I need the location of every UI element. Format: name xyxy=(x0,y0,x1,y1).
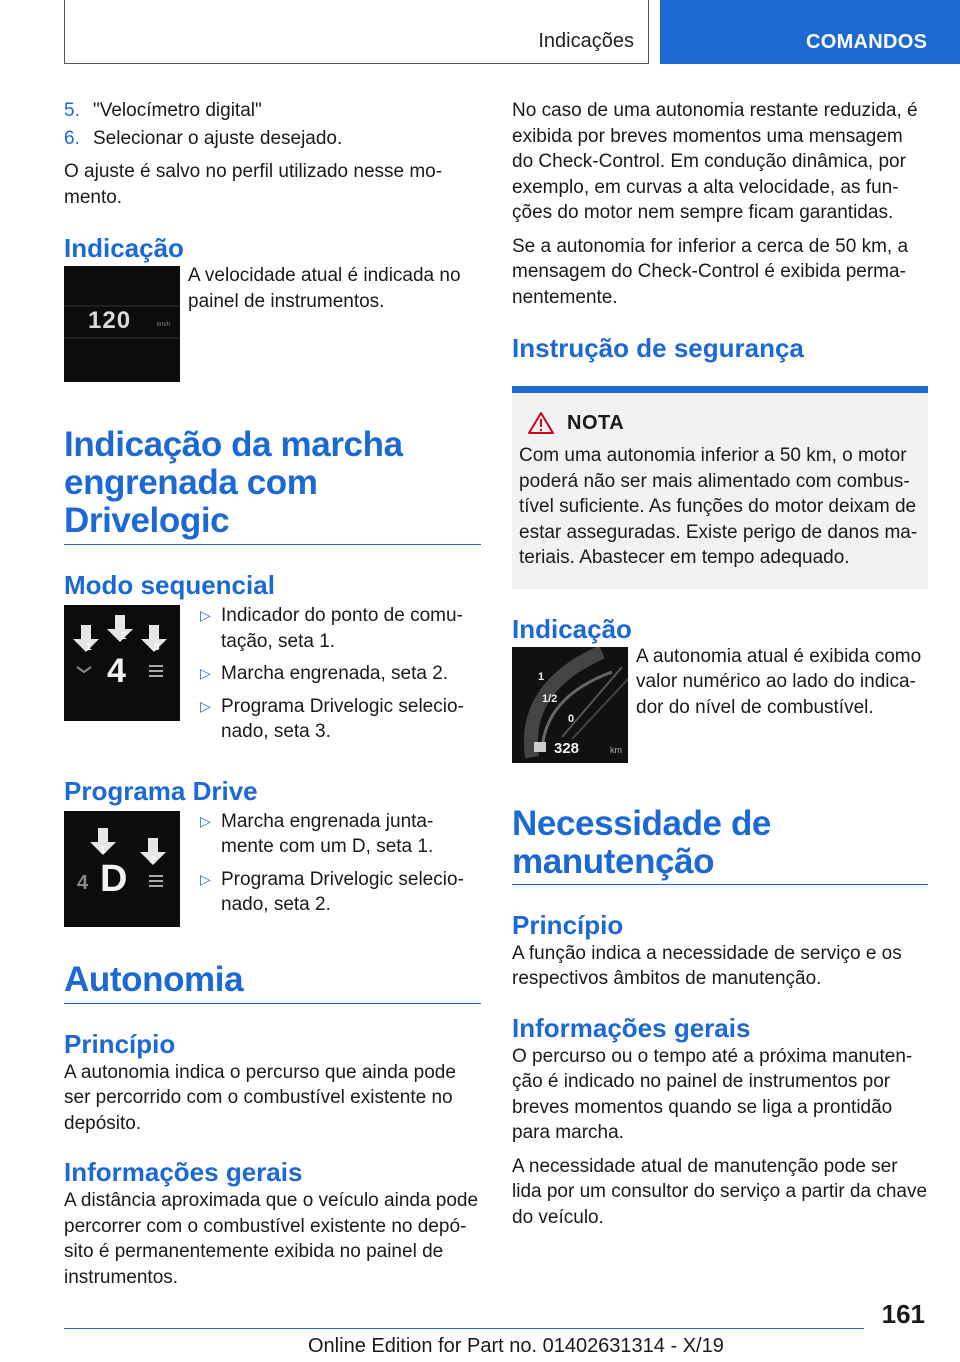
svg-text:4: 4 xyxy=(77,871,89,894)
principio-heading: Princípio xyxy=(64,1028,176,1059)
autonomia-heading: Autonomia xyxy=(64,961,481,1004)
low-range-paragraph: No caso de uma autonomia restante reduzida, é exibida por breves momentos uma mensagem do Check-Control. Em condução dinâmica, por exemplo, em curvas a alta velocidade, as fun‐ ções do motor nem sempre ficam garantidas. xyxy=(512,100,918,223)
section-title: Indicações xyxy=(538,30,634,52)
modo-heading: Modo sequencial xyxy=(64,570,275,600)
saved-note: O ajuste é salvo no perfil utilizado nesse mo‐ mento. xyxy=(64,161,443,208)
indicacao-right-heading: Indicação xyxy=(512,613,632,644)
step-5 xyxy=(64,98,481,124)
speed-value: 120 xyxy=(88,307,132,334)
svg-text:1/2: 1/2 xyxy=(542,692,558,705)
bullet-item: ▷ Marcha engrenada, seta 2. xyxy=(188,661,481,687)
indicacao-text: A velocidade atual é indicada no painel de instrumentos. xyxy=(188,265,461,312)
footer-rule xyxy=(64,1328,864,1329)
principio-right-heading: Princípio xyxy=(512,909,624,940)
bullet-item: ▷ Indicador do ponto de comu‐ tação, seta 1. xyxy=(188,603,481,654)
modo-bullets xyxy=(188,603,481,752)
bullet-item: ▷ Marcha engrenada junta‐ mente com um D, seta 1. xyxy=(188,809,481,860)
range-display-block xyxy=(512,647,928,763)
drive-program-image xyxy=(64,811,180,927)
svg-text:1: 1 xyxy=(100,844,106,856)
step-6 xyxy=(64,126,481,152)
triangle-icon: ▷ xyxy=(200,812,211,829)
triangle-icon: ▷ xyxy=(200,870,211,887)
triangle-icon: ▷ xyxy=(200,665,211,681)
bullet-item: ▷ Programa Drivelogic selecio‐ nado, seta 2. xyxy=(188,867,481,918)
principio-text: A autonomia indica o percurso que ainda pode ser percorrido com o combustível existente no depósito. xyxy=(64,1061,456,1134)
gear-display-graphic xyxy=(64,605,180,721)
below-50km-paragraph: Se a autonomia for inferior a cerca de 50 km, a mensagem do Check-Control é exibida perma‐ nentemente. xyxy=(512,235,909,308)
section-tab xyxy=(64,0,649,64)
range-unit: km xyxy=(610,744,622,755)
speed-display-block xyxy=(64,266,481,382)
fuel-gauge-graphic xyxy=(512,647,628,763)
fuel-gauge-image xyxy=(512,647,628,763)
note-text: Com uma autonomia inferior a 50 km, o motor poderá não ser mais alimentado com combus‐ tível suficiente. As funções do motor deixam de estar asseguradas. Existe perigo de danos ma‐ teriais. Abastecer em tempo adequado. xyxy=(519,445,918,568)
info-right-heading: Informações gerais xyxy=(512,1012,751,1043)
gear-value: 4 xyxy=(107,652,126,690)
note-box xyxy=(512,386,928,589)
svg-text:2: 2 xyxy=(150,854,156,866)
drive-display-graphic xyxy=(64,811,180,927)
step-number: 5. xyxy=(64,100,80,121)
principio-right-text: A função indica a necessidade de serviço e os respectivos âmbitos de manutenção. xyxy=(512,942,902,989)
speedometer-graphic xyxy=(64,266,180,382)
triangle-icon: ▷ xyxy=(200,697,211,714)
range-text: A autonomia atual é exibida como valor numérico ao lado do indica‐ dor do nível de combustível. xyxy=(636,645,922,718)
manutencao-heading: Necessidade de manutenção xyxy=(512,805,928,885)
sequential-mode-image xyxy=(64,605,180,721)
note-title: NOTA xyxy=(567,411,625,434)
seguranca-heading: Instrução de segurança xyxy=(512,333,804,363)
chapter-tab xyxy=(660,0,960,64)
svg-text:2: 2 xyxy=(121,631,127,642)
indicacao-heading: Indicação xyxy=(64,233,184,263)
note-header xyxy=(519,411,920,435)
range-value: 328 xyxy=(554,739,580,757)
programa-heading: Programa Drive xyxy=(64,775,258,806)
svg-text:3: 3 xyxy=(154,642,160,653)
bullet-item: ▷ Programa Drivelogic selecio‐ nado, seta 3. xyxy=(188,694,481,745)
step-text: "Velocímetro digital" xyxy=(93,100,262,121)
drivelogic-heading: Indicação da marcha engrenada com Drivelogic xyxy=(64,426,481,545)
modo-block xyxy=(64,605,481,752)
page-number: 161 xyxy=(881,1299,925,1329)
warning-icon xyxy=(527,411,555,435)
chapter-title: COMANDOS xyxy=(806,31,928,53)
left-column xyxy=(64,98,481,1290)
info-text: A distância aproximada que o veículo ainda pode percorrer com o combustível existente no depó‐ sito é permanentemente exibida no painel de instrumentos. xyxy=(64,1190,479,1288)
step-number: 6. xyxy=(64,127,80,149)
step-text: Selecionar o ajuste desejado. xyxy=(93,127,343,149)
gear-d-value: D xyxy=(100,857,128,900)
info-heading: Informações gerais xyxy=(64,1157,303,1187)
programa-block xyxy=(64,811,481,927)
svg-text:0: 0 xyxy=(568,712,575,725)
triangle-icon: ▷ xyxy=(200,607,211,623)
speed-unit: km/h xyxy=(157,322,171,328)
info-right-p2: A necessidade atual de manutenção pode ser lida por um consultor do serviço a partir da chave do veículo. xyxy=(512,1155,928,1228)
svg-text:1: 1 xyxy=(86,642,92,653)
speedometer-image xyxy=(64,266,180,382)
right-column xyxy=(512,98,928,1230)
info-right-p1: O percurso ou o tempo até a próxima manuten‐ ção é indicado no painel de instrumentos por breves momentos quando se liga a prontidão para marcha. xyxy=(512,1045,913,1143)
programa-bullets xyxy=(188,809,481,925)
edition-text: Online Edition for Part no. 01402631314 - X/19 xyxy=(308,1335,724,1357)
svg-text:1: 1 xyxy=(538,670,545,683)
